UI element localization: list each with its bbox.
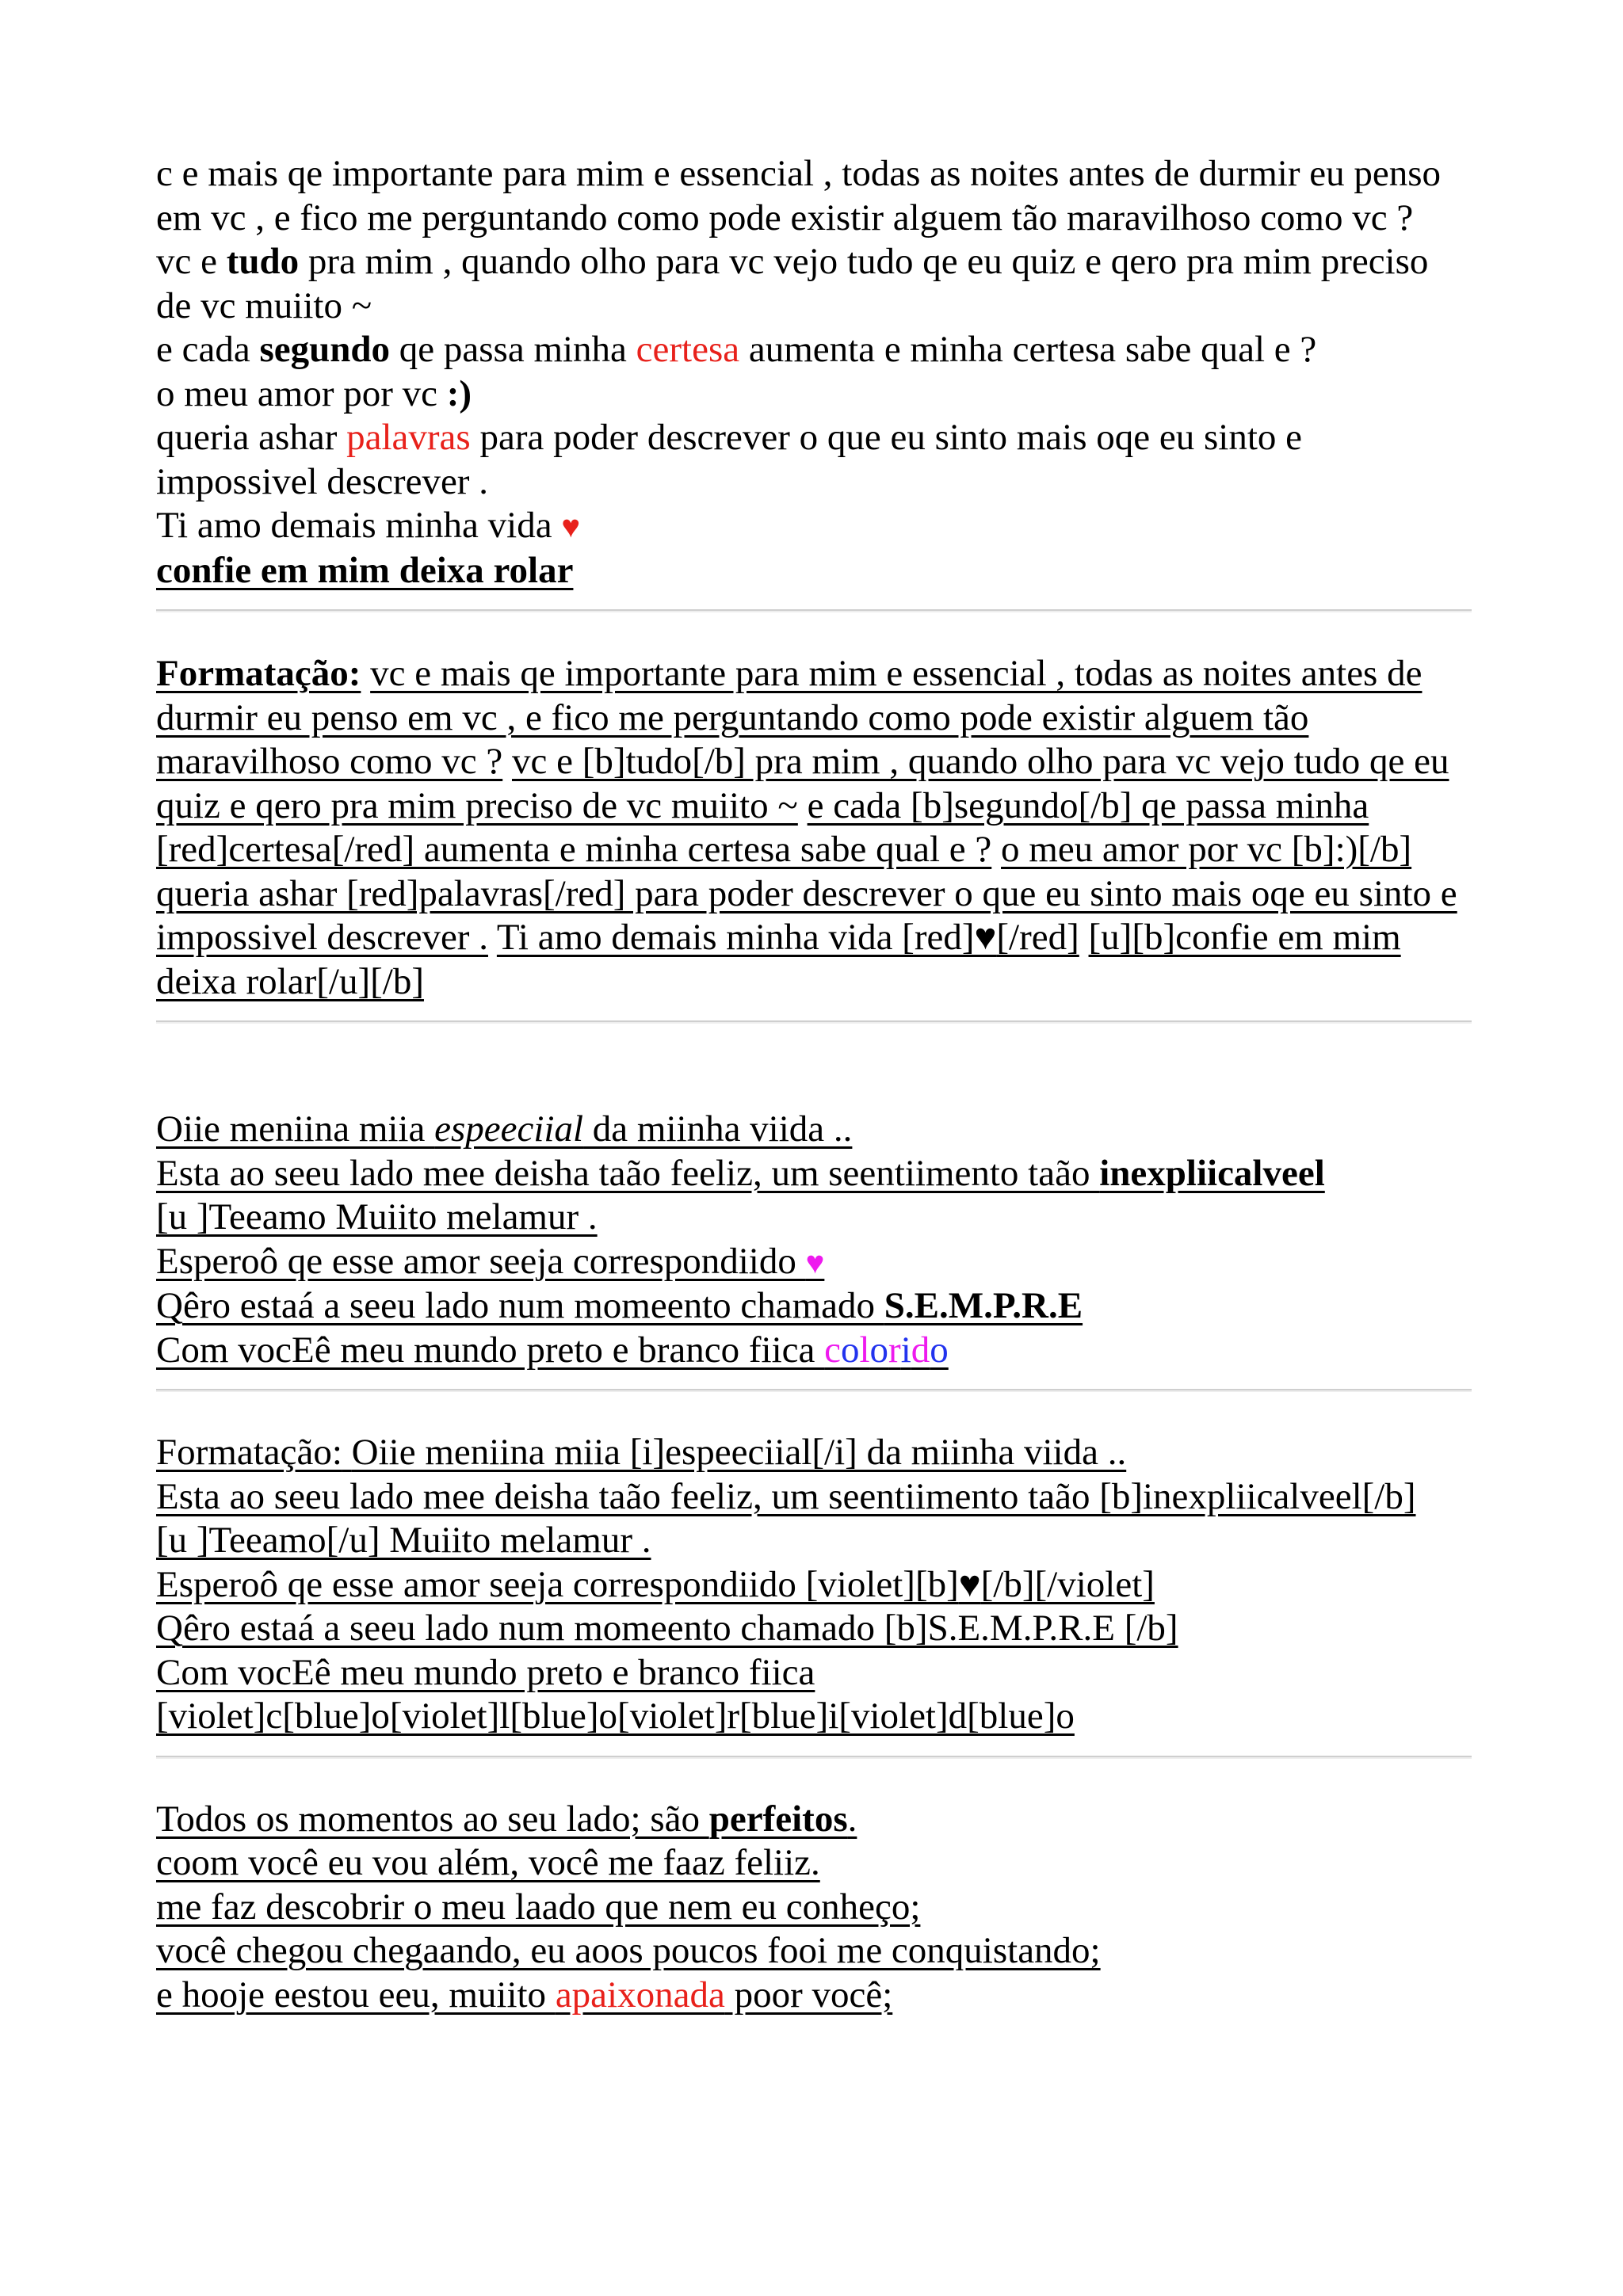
format-code-paragraph (156, 652, 1472, 1004)
heart-icon: ♥ (561, 509, 581, 544)
poem-two-text: Oiie meniina miia (156, 1108, 435, 1150)
poem-three-line (156, 1974, 1472, 2018)
bold-word: inexpliicalveel (1099, 1152, 1325, 1194)
underlined-bold-line: confie em mim deixa rolar (156, 549, 574, 591)
poem-three-line (156, 1841, 1472, 1886)
format-code-text: [/b][/violet] (980, 1563, 1155, 1605)
poem-one-text: c e mais qe importante para mim e essencial , todas as noites antes de durmir eu penso em vc , e fico me perguntando como pode existir alguem tão maravilhoso como vc ? (156, 153, 1441, 238)
heart-icon: ♥ (805, 1244, 825, 1280)
poem-two-text: [u ]Teeamo Muiito melamur . (156, 1196, 598, 1238)
colorido-letter: c (824, 1329, 841, 1371)
poem-one-line (156, 504, 1472, 549)
poem-one-text: para poder descrever o que eu sinto mais oqe eu sinto e impossivel descrever . (156, 417, 1303, 502)
smiley-emoticon: :) (446, 372, 472, 414)
poem-three-text: você chegou chegaando, eu aoos poucos fooi me conquistando; (156, 1930, 1101, 1971)
poem-three-text: poor você; (724, 1974, 893, 2016)
poem-one-text: aumenta e minha certesa sabe qual e ? (739, 329, 1317, 370)
format-code-line (156, 1651, 1472, 1695)
format-code-text: vc e [b]tudo[/b] pra mim , quando olho para vc vejo tudo qe eu quiz e qero pra mim preciso de vc muiito ~ (156, 741, 1449, 826)
poem-two-line (156, 1152, 1472, 1196)
format-code-text: [violet]c[blue]o[violet]l[blue]o[violet]r[blue]i[violet]d[blue]o (156, 1695, 1075, 1737)
format-code-text: Com vocEê meu mundo preto e branco fiica (156, 1651, 815, 1693)
horizontal-rule (156, 1389, 1472, 1392)
colorido-letter: o (930, 1329, 949, 1371)
bold-word-perfeitos: perfeitos (708, 1798, 848, 1840)
poem-two-line (156, 1240, 1472, 1285)
format-code-text: queria ashar [red]palavras[/red] para poder descrever o que eu sinto mais oqe eu sinto e impossivel descrever . (156, 872, 1457, 958)
colorido-letter: d (911, 1329, 930, 1371)
format-code-line (156, 1475, 1472, 1520)
italic-word: espeeciial (434, 1108, 584, 1150)
bold-word-tudo: tudo (226, 241, 300, 282)
format-code-text: Esperoô qe esse amor seeja correspondiido [violet][b] (156, 1563, 959, 1605)
format-label: Formatação: (156, 1432, 342, 1473)
poem-one-text: Ti amo demais minha vida (156, 505, 562, 546)
poem-one (156, 152, 1472, 593)
colorido-letter: i (900, 1329, 911, 1371)
poem-one-text: e cada (156, 329, 260, 370)
format-code-text: e cada [b]segundo[/b] qe passa minha [red]certesa[/red] aumenta e minha certesa sabe qual e ? (156, 784, 1369, 870)
poem-three (156, 1798, 1472, 2018)
poem-two-line (156, 1284, 1472, 1329)
poem-three-text: e hooje eestou eeu, muiito (156, 1974, 556, 2016)
poem-three-line (156, 1798, 1472, 1842)
poem-two-line (156, 1329, 1472, 1373)
poem-three-text: me faz descobrir o meu laado que nem eu conheço; (156, 1886, 921, 1928)
poem-three-line (156, 1886, 1472, 1930)
format-code-text: Oiie meniina miia [i]espeeciial[/i] da miinha viida .. (351, 1432, 1127, 1473)
heart-icon: ♥ (974, 917, 997, 958)
poem-one-text: vc e (156, 241, 227, 282)
poem-one-line (156, 549, 1472, 593)
red-word-apaixonada: apaixonada (555, 1974, 725, 2016)
poem-three-text: Todos os momentos ao seu lado; são (156, 1798, 709, 1840)
poem-three-line (156, 1929, 1472, 1974)
red-word-palavras: palavras (346, 417, 471, 458)
format-code-line (156, 1607, 1472, 1651)
poem-one-line (156, 416, 1472, 504)
poem-one-text: o meu amor por vc (156, 372, 447, 414)
poem-two-line (156, 1108, 1472, 1152)
colorido-letter: l (859, 1329, 870, 1371)
format-code-two (156, 1431, 1472, 1739)
format-code-one (156, 652, 1472, 1004)
poem-two-text: Com vocEê meu mundo preto e branco fiica (156, 1329, 825, 1371)
poem-one-text: qe passa minha (390, 329, 636, 370)
poem-three-text: . (847, 1798, 857, 1840)
poem-two-line (156, 1196, 1472, 1240)
colorido-letter: r (888, 1329, 901, 1371)
format-code-text: o meu amor por vc [b]:)[/b] (1001, 829, 1412, 870)
bold-word-segundo: segundo (259, 329, 391, 370)
poem-two-text: Esta ao seeu lado mee deisha taão feeliz, um seentiimento taão (156, 1152, 1100, 1194)
format-code-text: vc e mais qe importante para mim e essencial , todas as noites antes de durmir eu penso em vc , e fico me perguntando como pode existir alguem tão maravilhoso como vc ? (156, 653, 1423, 782)
bold-word-sempre: S.E.M.P.R.E (884, 1285, 1083, 1326)
format-code-text: Ti amo demais minha vida [red] (496, 917, 975, 958)
document-page (156, 152, 1472, 2017)
format-code-line (156, 1563, 1472, 1608)
poem-one-line (156, 328, 1472, 372)
colorido-letter: o (840, 1329, 860, 1371)
format-code-line (156, 1519, 1472, 1563)
poem-one-line (156, 372, 1472, 417)
poem-two-text: da miinha viida .. (583, 1108, 853, 1150)
poem-one-text: queria ashar (156, 417, 347, 458)
format-code-text: Esta ao seeu lado mee deisha taão feeliz, um seentiimento taão [b]inexpliicalveel[/b] (156, 1475, 1416, 1517)
horizontal-rule (156, 1756, 1472, 1759)
format-label: Formatação: (156, 653, 361, 694)
horizontal-rule (156, 609, 1472, 612)
format-code-line (156, 1431, 1472, 1475)
format-code-line (156, 1695, 1472, 1739)
poem-one-line (156, 240, 1472, 328)
heart-icon: ♥ (958, 1563, 981, 1605)
red-word-certesa: certesa (636, 329, 740, 370)
colorido-letter: o (869, 1329, 889, 1371)
format-code-text: [u][b]confie em mim deixa rolar[/u][/b] (156, 917, 1401, 1002)
format-code-text: [u ]Teeamo[/u] Muiito melamur . (156, 1520, 651, 1561)
poem-two-text: Qêro estaá a seeu lado num momeento chamado (156, 1285, 884, 1326)
poem-two-text: Esperoô qe esse amor seeja correspondiido (156, 1240, 806, 1282)
poem-three-text: coom você eu vou além, você me faaz feliiz. (156, 1842, 820, 1883)
format-code-text: [/red] (996, 917, 1079, 958)
horizontal-rule (156, 1020, 1472, 1024)
poem-one-text: pra mim , quando olho para vc vejo tudo qe eu quiz e qero pra mim preciso de vc muiito ~ (156, 241, 1429, 326)
poem-one-line (156, 152, 1472, 240)
format-code-text: Qêro estaá a seeu lado num momeento chamado [b]S.E.M.P.R.E [/b] (156, 1608, 1178, 1649)
poem-two (156, 1108, 1472, 1372)
format-code-text (497, 917, 1079, 958)
